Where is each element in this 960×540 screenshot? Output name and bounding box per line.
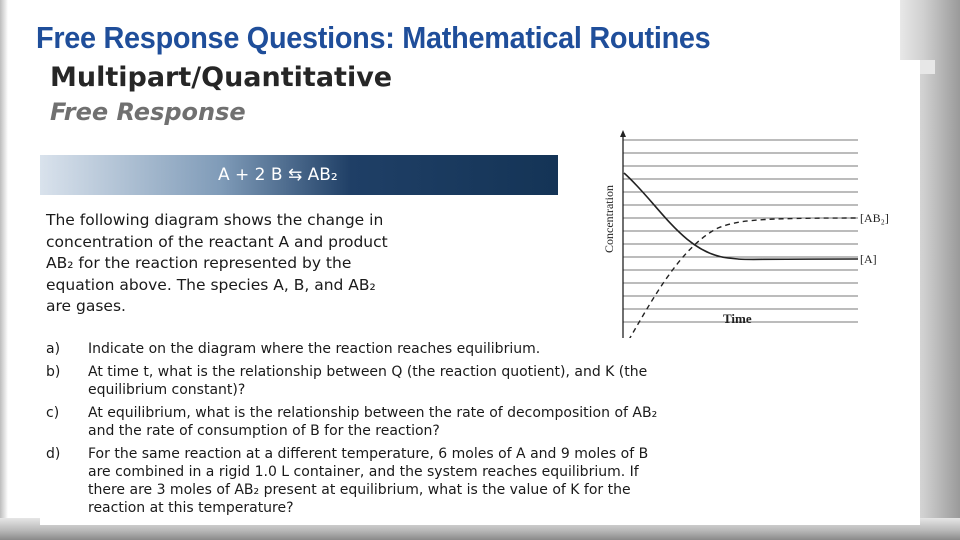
question-item (46, 340, 876, 358)
heading-main: Multipart/Quantitative (50, 62, 393, 93)
question-list (46, 340, 876, 522)
question-letter: b) (46, 364, 61, 380)
question-letter: a) (46, 341, 61, 357)
question-line: reaction at this temperature? (88, 500, 294, 516)
question-image (40, 60, 920, 525)
heading-sub: Free Response (50, 98, 246, 126)
intro-line: concentration of the reactant A and product (46, 232, 388, 251)
question-item (46, 363, 876, 399)
question-line: At time t, what is the relationship between Q (the reaction quotient), and K (the (88, 364, 648, 380)
intro-line: are gases. (46, 297, 126, 315)
question-line: equilibrium constant)? (88, 382, 246, 398)
curve-a (624, 173, 858, 259)
intro-paragraph (46, 210, 546, 318)
reaction-banner (40, 155, 558, 195)
question-line: there are 3 moles of AB₂ present at equilibrium, what is the value of K for the (88, 482, 631, 498)
intro-line: equation above. The species A, B, and AB₂ (46, 275, 376, 294)
question-line: Indicate on the diagram where the reaction reaches equilibrium. (88, 341, 541, 357)
curve-a-label: [A] (860, 252, 877, 266)
y-axis-label: Concentration (602, 185, 616, 253)
slide-frame-left (0, 0, 8, 540)
question-line: At equilibrium, what is the relationship between the rate of decomposition of AB₂ (88, 405, 658, 421)
question-line: are combined in a rigid 1.0 L container, and the system reaches equilibrium. If (88, 464, 639, 480)
question-letter: d) (46, 446, 61, 462)
question-item (46, 404, 876, 440)
intro-line: The following diagram shows the change in (46, 211, 384, 229)
x-axis-label: Time (723, 311, 752, 326)
graph-axes (623, 133, 888, 338)
slide-title: Free Response Questions: Mathematical Routines (36, 20, 711, 55)
question-item (46, 445, 876, 517)
graph-gridlines (623, 140, 858, 322)
reaction-equation: A + 2 B ⇆ AB₂ (218, 165, 338, 185)
concentration-time-graph (588, 128, 928, 338)
curve-ab2-label: [AB₂] (860, 211, 889, 225)
intro-line: AB₂ for the reaction represented by the (46, 254, 352, 272)
question-line: and the rate of consumption of B for the reaction? (88, 423, 440, 439)
y-axis-arrow (620, 130, 626, 137)
question-line: For the same reaction at a different temperature, 6 moles of A and 9 moles of B (88, 446, 649, 462)
question-letter: c) (46, 405, 60, 421)
